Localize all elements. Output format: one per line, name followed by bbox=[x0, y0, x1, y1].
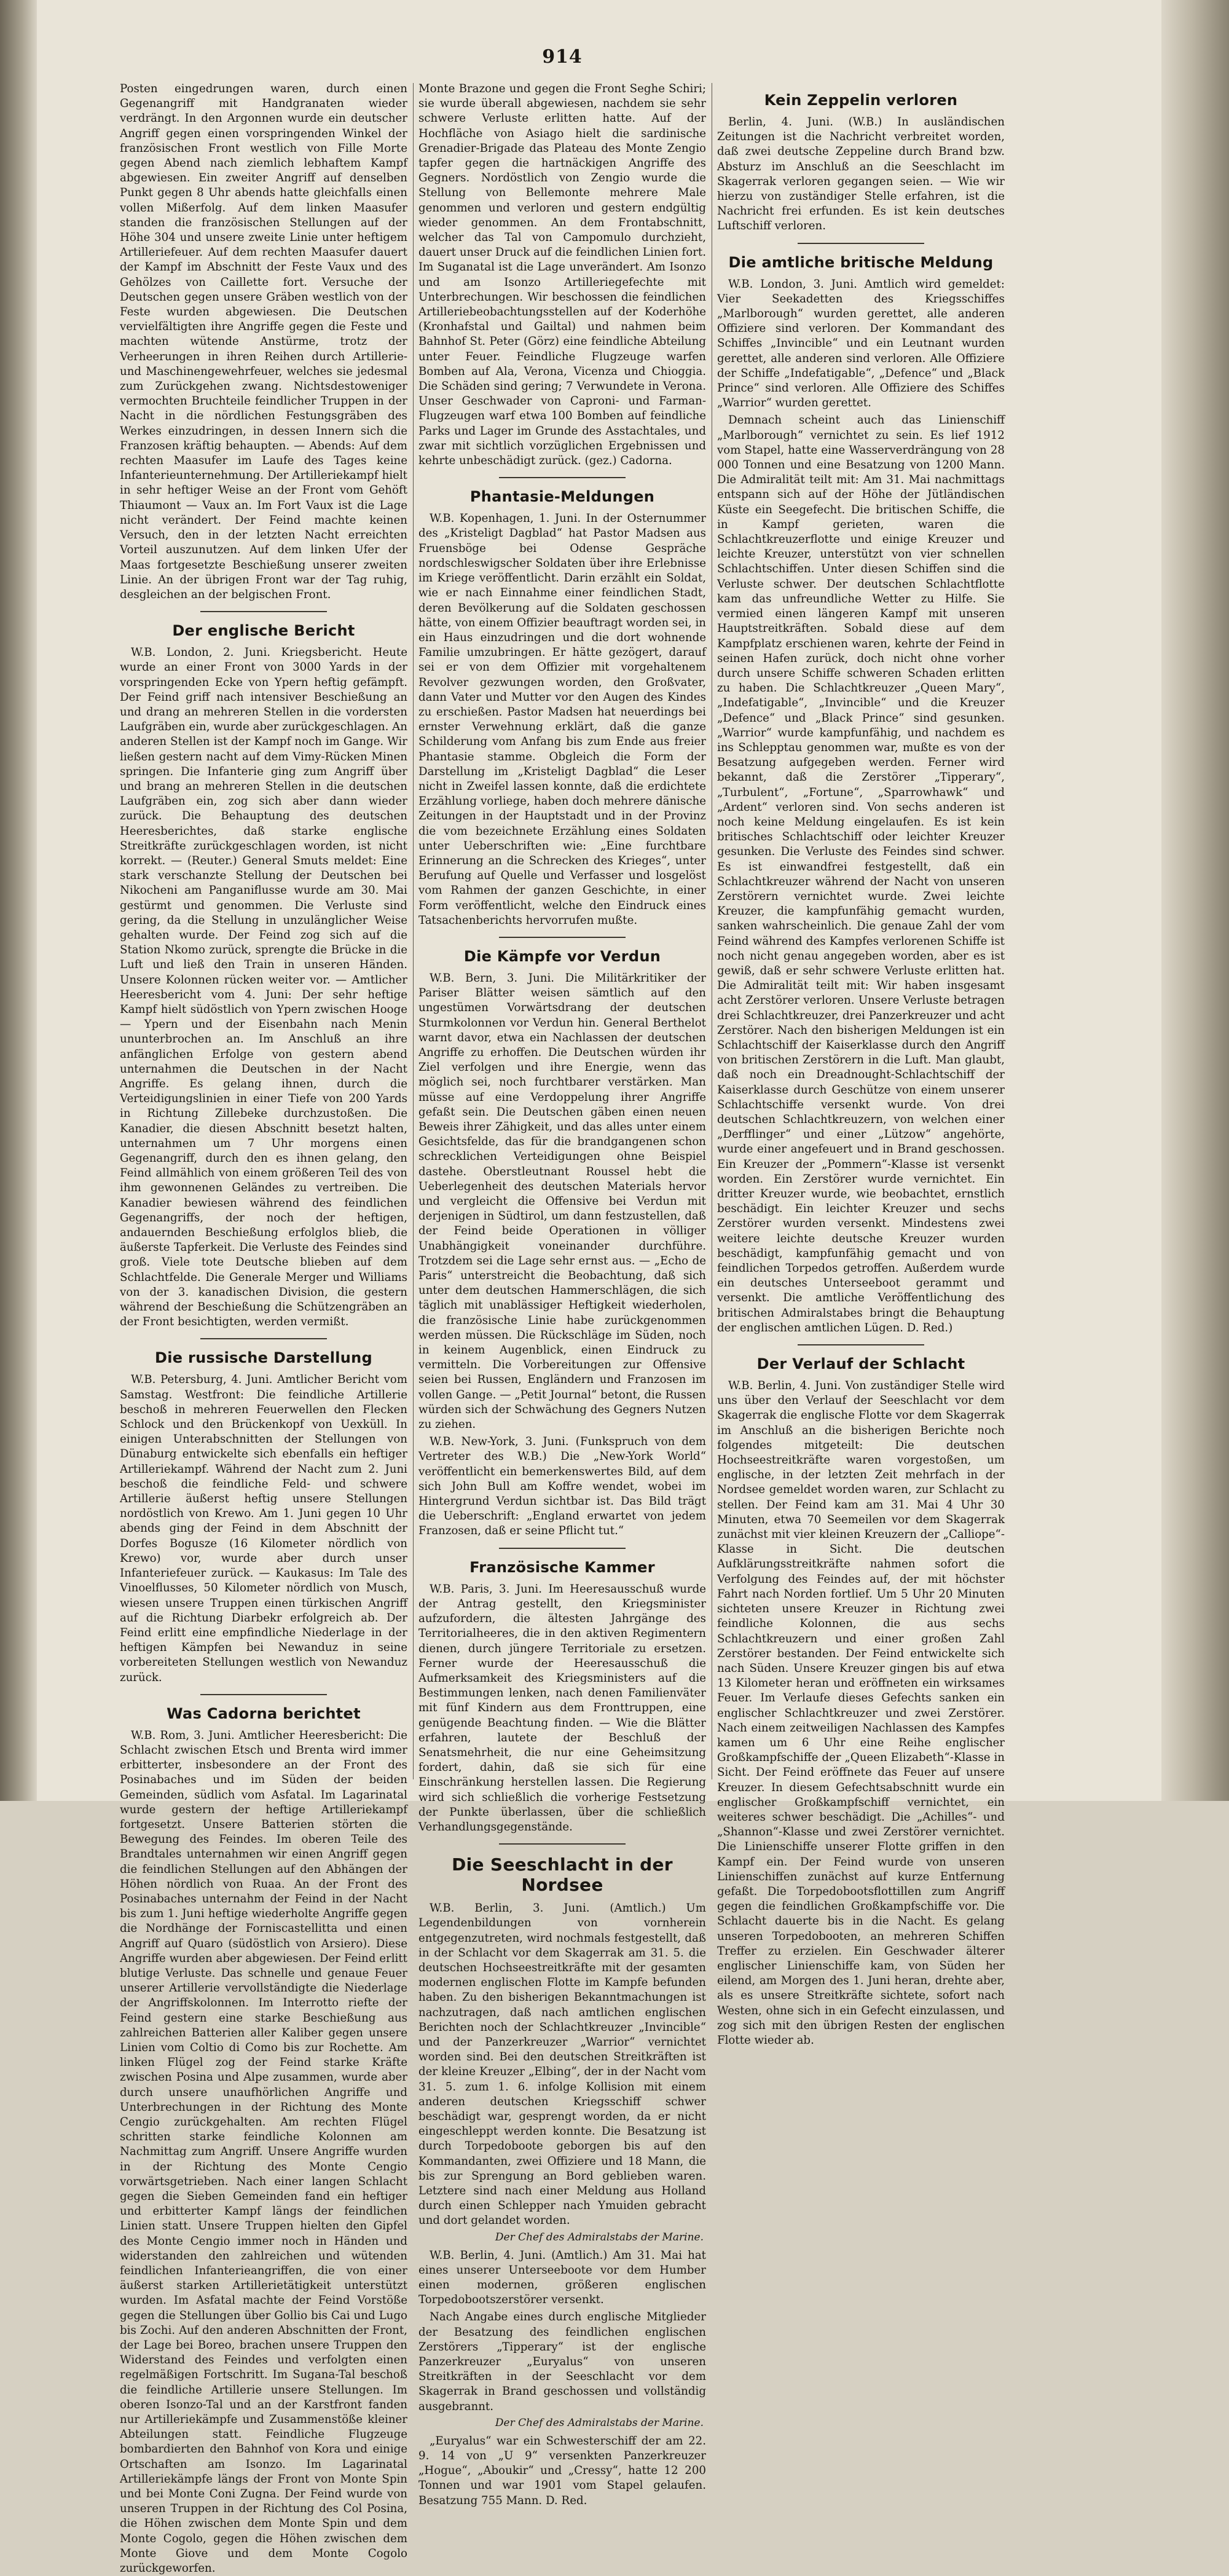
article-paragraph: W.B. Paris, 3. Juni. Im Heeresausschuß wurde der Antrag gestellt, den Kriegsminister aufzufordern, die ältesten Jahrgänge des Territorialheeres, die in den aktiven Regimentern dienen, durch jüngere Territoriale zu ersetzen. Ferner wurde der Heeresausschuß die Aufmerksamkeit des Kriegsministers auf die Bestimmungen lenken, nach denen Familienväter mit fünf Kindern aus dem Fronttruppen, eine genügende Beachtung finden. — Wie die Blätter erfahren, lautete der Beschluß der Senatsmehrheit, die nur eine Geheimsitzung fordert, dahin, daß sie sich für eine Einschränkung herstellen lassen. Die Regierung wird sich schließlich die vorherige Festsetzung der Punkte überlassen, über die schließlich Verhandlungsgegenstände. bbox=[418, 1582, 706, 1834]
section-divider bbox=[200, 1694, 327, 1695]
headline-russian-report: Die russische Darstellung bbox=[154, 1349, 373, 1367]
section-divider bbox=[200, 611, 327, 612]
page-number: 914 bbox=[542, 46, 583, 68]
section-divider bbox=[200, 1338, 327, 1339]
article-paragraph: Monte Brazone und gegen die Front Seghe Schiri; sie wurde überall abgewiesen, nachdem sie sehr schwere Verluste erlitten hatte. Auf der Hochfläche von Asiago hielt die sardinische Grenadier-Brigade das Plateau des Monte Zengio tapfer gegen die hartnäckigen Angriffe des Gegners. Nordöstlich von Zengio wurde die Stellung von Bellemonte mehrere Male genommen und verloren und gestern endgültig wieder genommen. An dem Frontabschnitt, welcher das Tal von Campomulo durchzieht, dauert unser Druck auf die feindlichen Linien fort. Im Suganatal ist die Lage unverändert. Am Isonzo und am Isonzo Artilleriegefechte mit Unterbrechungen. Wir beschossen die feindlichen Artilleriebeobachtungsstellen auf der Koderhöhe (Kronhafstal und Gailtal) und nahmen beim Bahnhof St. Peter (Görz) eine feindliche Abteilung unter Feuer. Feindliche Flugzeuge warfen Bomben auf Ala, Verona, Vicenza und Chioggia. Die Schäden sind gering; 7 Verwundete in Verona. Unser Geschwader von Caproni- und Farman-Flugzeugen warf etwa 100 Bomben auf feindliche Parks und Lager im Grunde des Asstachtales, und zwar mit sichtlich vorzüglichen Ergebnissen und kehrte unbeschädigt zurück. (gez.) Cadorna. bbox=[418, 82, 706, 468]
book-binding-shadow bbox=[0, 0, 37, 1801]
article-paragraph: „Euryalus“ war ein Schwesterschiff der am 22. 9. 14 von „U 9“ versenkten Panzerkreuzer „Hogue“, „Aboukir“ und „Cressy“, hatte 12 200 Tonnen und war 1901 vom Stapel gelaufen. Besatzung 755 Mann. D. Red. bbox=[418, 2434, 706, 2507]
article-paragraph: W.B. Bern, 3. Juni. Die Militärkritiker der Pariser Blätter weisen sämtlich auf den ungestümen Vorwärtsdrang der deutschen Sturmkolonnen vor Verdun hin. General Berthelot warnt davor, etwa ein Nachlassen der deutschen Angriffe zu erhoffen. Die Deutschen würden ihr Ziel verfolgen und ihre Energie, wenn das möglich sei, noch furchtbarer verstärken. Man müsse auf eine Verdoppelung ihrer Angriffe gefaßt sein. Die Deutschen gäben einen neuen Beweis ihrer Zähigkeit, und das alles unter einem Gesichtsfelde, das für die brandgangenen schon schrecklichen Verteidigungen ohne Beispiel dastehe. Oberstleutnant Roussel hebt die Ueberlegenheit des deutschen Materials hervor und vergleicht die Offensive bei Verdun mit derjenigen in Südtirol, um dann festzustellen, daß der Feind beide Operationen in völliger Unabhängigkeit voneinander durchführe. Trotzdem sei die Lage sehr ernst aus. — „Echo de Paris“ unterstreicht die Beobachtung, daß sich unter dem deutschen Hammerschlägen, die sich täglich mit unablässiger Heftigkeit wiederholen, die französische Linie habe zurückgenommen werden müssen. Die Rückschläge im Süden, noch in keinem Augenblick, einen Eindruck zu vermitteln. Die Vorbereitungen zur Offensive seien bei Russen, Engländern und Franzosen im vollen Gange. — „Petit Journal“ betont, die Russen würden sich der Schwächung des Gegners Nutzen zu ziehen. bbox=[418, 971, 706, 1432]
headline-french-chamber: Französische Kammer bbox=[469, 1558, 655, 1576]
article-paragraph: W.B. London, 3. Juni. Amtlich wird gemeldet: Vier Seekadetten des Kriegsschiffes „Marlborough“ wurden gerettet, alle anderen Offiziere sind verloren. Der Kommandant des Schiffes „Invincible“ und ein Leutnant wurden gerettet, alle anderen sind verloren. Alle Offiziere der Schiffe „Indefatigable“, „Defence“ und „Black Prince“ sind verloren. Alle Offiziere des Schiffes „Warrior“ wurden gerettet. bbox=[717, 277, 1005, 410]
headline-verdun-battles: Die Kämpfe vor Verdun bbox=[463, 947, 661, 965]
article-paragraph: W.B. Rom, 3. Juni. Amtlicher Heeresbericht: Die Schlacht zwischen Etsch und Brenta wird immer erbitterter, insbesondere an der Front des Posinabaches und im Süden der beiden Gemeinden, südlich vom Asfatal. Im Lagarinatal wurde gestern der heftige Artilleriekampf fortgesetzt. Unsere Batterien störten die Bewegung des Feindes. Im oberen Teile des Brandtales unternahmen wir einen Angriff gegen die feindlichen Stellungen auf den Abhängen der Höhen nördlich von Ruaa. An der Front des Posinabaches unternahm der Feind in der Nacht bis zum 1. Juni heftige wiederholte Angriffe gegen die Nordhänge der Forniscastellitta und einen Angriff auf Quaro (südöstlich von Arsiero). Diese Angriffe wurden aber abgewiesen. Der Feind erlitt blutige Verluste. Das schnelle und genaue Feuer unserer Artillerie vervollständigte die Niederlage der Angriffskolonnen. Im Interrotto riefte der Feind gestern eine starke Beschießung aus zahlreichen Batterien aller Kaliber gegen unsere Linien vom Coltio di Como bis zur Rochette. Am linken Flügel zog der Feind starke Kräfte zwischen Posina und Alpe zusammen, wurde aber durch unsere unaufhörlichen Angriffe und Unterbrechungen in der Richtung des Monte Cengio zurückgehalten. Am rechten Flügel schritten starke feindliche Kolonnen am Nachmittag zum Angriff. Unsere Angriffe wurden in der Richtung des Monte Cengio vorwärtsgetrieben. Nach einer langen Schlacht gegen die Sieben Gemeinden fand ein heftiger und erbitterter Kampf längs der feindlichen Linien statt. Unsere Truppen hielten den Gipfel des Monte Cengio immer noch in Händen und widerstanden den zahlreichen und wütenden feindlichen Infanterieangriffen, die von einer äußerst starken Artillerietätigkeit unterstützt wurden. Im Asfatal machte der Feind Vorstöße gegen die Stellungen über Gollio bis Cai und Lugo bis Zochi. Auf den anderen Abschnitten der Front, der Lage bei Boreo, brachen unsere Truppen den Widerstand des Feindes und verfolgten einen regelmäßigen Fortschritt. Im Sugana-Tal beschoß die feindliche Artillerie unsere Stellungen. Im oberen Isonzo-Tal und an der Karstfront fanden nur Artilleriekämpfe und Zusammenstöße kleiner Abteilungen statt. Feindliche Flugzeuge bombardierten den Bahnhof von Kora und einige Ortschaften am Isonzo. Im Lagarinatal Artilleriekämpfe längs der Front von Monte Spin und bei Monte Coni Zugna. Der Feind wurde von unseren Truppen in der Richtung des Col Posina, die Höhen zwischen dem Monte Spin und dem Monte Cogolo, gegen die Höhen zwischen dem Monte Giove und dem Monte Cogolo zurückgeworfen. bbox=[120, 1728, 407, 2575]
headline-naval-battle: Die Seeschlacht in der Nordsee bbox=[452, 1854, 673, 1896]
article-paragraph: W.B. Berlin, 3. Juni. (Amtlich.) Um Legendenbildungen von vornherein entgegenzutreten, wird nochmals festgestellt, daß in der Schlacht vor dem Skagerrak am 31. 5. die deutschen Hochseestreitkräfte mit der gesamten modernen englischen Flotte im Kampfe befunden haben. Zu den bisherigen Bekanntmachungen ist nachzutragen, daß nach amtlichen englischen Berichten noch der Schlachtkreuzer „Invincible“ und der Panzerkreuzer „Warrior“ vernichtet worden sind. Bei den deutschen Streitkräften ist der kleine Kreuzer „Elbing“, der in der Nacht vom 31. 5. zum 1. 6. infolge Kollision mit einem anderen deutschen Kriegsschiff schwer beschädigt war, gesprengt worden, da er nicht eingeschleppt werden konnte. Die Besatzung ist durch Torpedoboote geborgen bis auf den Kommandanten, zwei Offiziere und 18 Mann, die bis zur Sprengung an Bord geblieben waren. Letztere sind nach einer Meldung aus Holland durch einen Schlepper nach Ymuiden gebracht und dort gelandet worden. bbox=[418, 1902, 706, 2227]
article-paragraph: Demnach scheint auch das Linienschiff „Marlborough“ vernichtet zu sein. Es lief 1912 vom Stapel, hatte eine Wasserverdrängung von 28 000 Tonnen und eine Besatzung von 1200 Mann. Die Admiralität teilt mit: Am 31. Mai nachmittags entspann sich auf der Höhe der Jütländischen Küste ein Seegefecht. Die britischen Schiffe, die in Kampf gerieten, waren die Schlachtkreuzerflotte und einige Kreuzer und leichte Kreuzer, unterstützt von vier schnellen Schlachtschiffen. Unter diesen Schiffen sind die Verluste schwer. Der deutschen Schlachtflotte kam das unfreundliche Wetter zu Hilfe. Sie vermied einen längeren Kampf mit unseren Hauptstreitkräften. Sobald diese auf dem Kampfplatz erschienen waren, kehrte der Feind in seinen Hafen zurück, doch nicht ohne vorher durch unsere Schiffe schweren Schaden erlitten zu haben. Die Schlachtkreuzer „Queen Mary“, „Indefatigable“, „Invincible“ und die Kreuzer „Defence“ und „Black Prince“ sind gesunken. „Warrior“ wurde kampfunfähig, und nachdem es ins Schlepptau genommen war, mußte es von der Besatzung aufgegeben werden. Ferner wird bekannt, daß die Zerstörer „Tipperary“, „Turbulent“, „Fortune“, „Sparrowhawk“ und „Ardent“ verloren sind. Von sechs anderen ist noch keine Meldung eingelaufen. Es ist kein britisches Schlachtschiff oder leichter Kreuzer gesunken. Die Verluste des Feindes sind schwer. Es ist einwandfrei festgestellt, daß ein Schlachtkreuzer während der Nacht von unseren Zerstörern vernichtet wurde. Zwei leichte Kreuzer, die kampfunfähig gemacht wurden, sanken wahrscheinlich. Die genaue Zahl der vom Feind während des Kampfes verlorenen Schiffe ist noch nicht genau angegeben worden, aber es ist gewiß, daß er sehr schwere Verluste erlitten hat. Die Admiralität teilt mit: Wir haben insgesamt acht Zerstörer verloren. Unsere Verluste betragen drei Schlachtkreuzer, drei Panzerkreuzer und acht Zerstörer. Nach den bisherigen Meldungen ist ein Schlachtschiff der Kaiserklasse durch den Angriff von britischen Zerstörern in die Luft. Man glaubt, daß noch ein Dreadnought-Schlachtschiff der Kaiserklasse durch Geschütze von einem unserer Schlachtschiffe versenkt wurde. Von drei deutschen Schlachtkreuzern, von welchen einer „Derfflinger“ und einer „Lützow“ angehörte, wurde einer angefeuert und in Brand geschossen. Ein Kreuzer der „Pommern“-Klasse ist versenkt worden. Ein Zerstörer wurde vernichtet. Ein dritter Kreuzer wurde, wie beobachtet, ernstlich beschädigt. Ein leichter Kreuzer und sechs Zerstörer wurden versenkt. Mindestens zwei weitere leichte deutsche Kreuzer wurden beschädigt, kampfunfähig gemacht und von feindlichen Torpedos getroffen. Außerdem wurde ein deutsches Unterseeboot gerammt und versenkt. Die amtliche Veröffentlichung des britischen Admiralstabes bringt die Behauptung der englischen amtlichen Lügen. D. Red.) bbox=[717, 414, 1005, 1334]
headline-fantasy-reports: Phantasie-Meldungen bbox=[469, 488, 655, 506]
column-2 bbox=[418, 82, 706, 2507]
page-edge-shadow bbox=[1161, 0, 1229, 1801]
signature-line: Der Chef des Admiralstabs der Marine. bbox=[495, 2231, 704, 2243]
headline-british-report: Die amtliche britische Meldung bbox=[728, 253, 994, 271]
column-rule bbox=[413, 83, 414, 1779]
section-divider bbox=[499, 1843, 626, 1845]
article-paragraph: W.B. New-York, 3. Juni. (Funkspruch von dem Vertreter des W.B.) Die „New-York World“ veröffentlicht ein bemerkenswertes Bild, auf dem sich John Bull am Koffre wendet, wobei im Hintergrund Verdun sichtbar ist. Das Bild trägt die Ueberschrift: „England erwartet von jedem Franzosen, daß er seine Pflicht tut.“ bbox=[418, 1435, 706, 1538]
section-divider bbox=[499, 937, 626, 938]
section-divider bbox=[499, 1548, 626, 1549]
headline-cadorna-report: Was Cadorna berichtet bbox=[167, 1704, 361, 1722]
section-divider bbox=[798, 243, 924, 244]
article-paragraph: Nach Angabe eines durch englische Mitglieder der Besatzung des feindlichen englischen Zerstörers „Tipperary“ ist der englische Panzerkreuzer „Euryalus“ von unseren Streitkräften in der Seeschlacht vor dem Skagerrak in Brand geschossen und vollständig ausgebrannt. bbox=[418, 2310, 706, 2413]
article-paragraph: Berlin, 4. Juni. (W.B.) In ausländischen Zeitungen ist die Nachricht verbreitet worden, daß zwei deutsche Zeppeline durch Brand bzw. Absturz im Anschluß an die Seeschlacht im Skagerrak verloren gegangen seien. — Wie wir hierzu von zuständiger Stelle erfahren, ist die Nachricht frei erfunden. Es ist kein deutsches Luftschiff verloren. bbox=[717, 116, 1005, 233]
article-paragraph: W.B. Berlin, 4. Juni. Von zuständiger Stelle wird uns über den Verlauf der Seeschlacht vor dem Skagerrak die englische Flotte vor dem Skagerrak im Anschluß an die bisherigen Berichte noch folgendes mitgeteilt: Die deutschen Hochseestreitkräfte waren vorgestoßen, um englische, in der letzten Zeit mehrfach in der Nordsee gemeldet worden waren, zur Schlacht zu stellen. Der Feind kam am 31. Mai 4 Uhr 30 Minuten, etwa 70 Seemeilen vor dem Skagerrak zunächst mit vier kleinen Kreuzern der „Calliope“-Klasse in Sicht. Die deutschen Aufklärungsstreitkräfte nahmen sofort die Verfolgung des Feindes auf, der mit höchster Fahrt nach Norden fortlief. Um 5 Uhr 20 Minuten sichteten unsere Kreuzer in Richtung zwei feindliche Kolonnen, die aus sechs Schlachtkreuzern und einer großen Zahl Zerstörer bestanden. Der Feind entwickelte sich nach Süden. Unsere Kreuzer gingen bis auf etwa 13 Kilometer heran und eröffneten ein wirksames Feuer. Im Verlaufe dieses Gefechts sanken ein englischer Schlachtkreuzer und zwei Zerstörer. Nach einem zeitweiligen Nachlassen des Kampfes kamen um 6 Uhr eine Reihe englischer Großkampfschiffe der „Queen Elizabeth“-Klasse in Sicht. Der Feind eröffnete das Feuer auf unsere Kreuzer. In diesem Gefechtsabschnitt wurde ein englischer Großkampfschiff vernichtet, ein weiteres schwer beschädigt. Die „Achilles“- und „Shannon“-Klasse und zwei Zerstörer vernichtet. Die Linienschiffe unserer Flotte griffen in den Kampf ein. Der Feind wurde von unseren Linienschiffen zunächst auf kurze Entfernung gefaßt. Die Torpedobootsflottillen zum Angriff gegen die feindlichen Großkampfschiffe vor. Die Schlacht dauerte bis in die Nacht. Es gelang unseren Torpedobooten, an mehreren Schiffen Treffer zu erzielen. Ein Geschwader älterer englischer Linienschiffe kam, von Süden her eilend, am Morgen des 1. Juni heran, drehte aber, als es unsere Streitkräfte sichtete, sofort nach Westen, ohne sich in ein Gefecht einzulassen, und zog sich mit den übrigen Resten der englischen Flotte wieder ab. bbox=[717, 1379, 1005, 2047]
article-paragraph: W.B. London, 2. Juni. Kriegsbericht. Heute wurde an einer Front von 3000 Yards in der vorspringenden Ecke von Ypern heftig gefämpft. Der Feind griff nach intensiver Beschießung an und drang an mehreren Stellen in die vordersten Laufgräben ein, wurde aber zurückgeschlagen. An anderen Stellen ist der Kampf noch im Gange. Wir ließen gestern nacht auf dem Vimy-Rücken Minen springen. Die Infanterie ging zum Angriff über und brang an mehreren Stellen in die deutschen Laufgräben ein, zog sich aber dann wieder zurück. Die Behauptung des deutschen Heeresberichtes, daß starke englische Streitkräfte zurückgeschlagen worden, ist nicht korrekt. — (Reuter.) General Smuts meldet: Eine stark verschanzte Stellung der Deutschen bei Nikocheni am Panganiflusse wurde am 30. Mai gestürmt und genommen. Die Verluste sind gering, da die Stellung in unzulänglicher Weise gehalten wurde. Der Feind zog sich auf die Station Nkomo zurück, sprengte die Brücke in die Luft und ließ den Train in unseren Händen. Unsere Kolonnen rücken weiter vor. — Amtlicher Heeresbericht vom 4. Juni: Der sehr heftige Kampf hielt südöstlich von Ypern zwischen Hooge — Ypern und der Eisenbahn nach Menin ununterbrochen an. Im Anschluß an ihre anfänglichen Erfolge von gestern abend unternahmen die Deutschen in der Nacht Angriffe. Es gelang ihnen, durch die Verteidigungslinien in einer Tiefe von 200 Yards in Richtung Zillebeke durchzustoßen. Die Kanadier, die diesen Abschnitt besetzt halten, unternahmen um 7 Uhr morgens einen Gegenangriff, durch den es ihnen gelang, den Feind allmählich von einem größeren Teil des von ihm gewonnenen Geländes zu vertreiben. Die Kanadier bewiesen während des feindlichen Gegenangriffs, der noch der heftigen, andauernden Beschießung erfolglos blieb, die äußerste Tapferkeit. Die Verluste des Feindes sind groß. Viele tote Deutsche blieben auf dem Schlachtfelde. Die Generale Merger und Williams von der 3. kanadischen Division, die gestern während der Beschießung die Schützengräben an der Front besichtigten, werden vermißt. bbox=[120, 646, 407, 1329]
article-paragraph: W.B. Kopenhagen, 1. Juni. In der Osternummer des „Kristeligt Dagblad“ hat Pastor Madsen aus Fruensböge bei Odense Gespräche nordschleswigscher Soldaten über ihre Erlebnisse im Kriege veröffentlicht. Darin erzählt ein Soldat, wie er nach Einnahme einer feindlichen Stadt, deren Bevölkerung auf die Soldaten geschossen hätte, von einem Offizier beauftragt worden sei, in ein Haus einzudringen und die dort wohnende Familie umzubringen. Er hätte gezögert, darauf sei er von dem Offizier mit vorgehaltenem Revolver gezwungen worden, den Großvater, dann Vater und Mutter vor den Augen des Kindes zu erschießen. Pastor Madsen hat neuerdings bei ernster Verwehnung erklärt, daß die ganze Schilderung vom Anfang bis zum Ende aus freier Phantasie stamme. Obgleich die Form der Darstellung im „Kristeligt Dagblad“ die Leser nicht in Zweifel lassen konnte, daß die erdichtete Erzählung vorliege, haben doch mehrere dänische Zeitungen in der Hauptstadt und in der Provinz die vom bezeichnete Erzählung eines Soldaten unter Ueberschriften wie: „Eine furchtbare Erinnerung an die Schrecken des Krieges“, unter Berufung auf Quelle und Verfasser und losgelöst vom Rahmen der ganzen Geschichte, in einer Form veröffentlicht, welche den Eindruck eines Tatsachenberichts hervorrufen mußte. bbox=[418, 512, 706, 927]
column-3 bbox=[717, 82, 1005, 2047]
signature-line: Der Chef des Admiralstabs der Marine. bbox=[495, 2416, 704, 2429]
headline-english-report: Der englische Bericht bbox=[172, 622, 355, 640]
article-paragraph: Posten eingedrungen waren, durch einen Gegenangriff mit Handgranaten wieder verdrängt. In den Argonnen wurde ein deutscher Angriff gegen einen vorspringenden Winkel der französischen Front westlich von Fille Morte gegen Abend nach ziemlich lebhaftem Kampf abgewiesen. Ein zweiter Angriff auf denselben Punkt gegen 8 Uhr abends hatte gleichfalls einen vollen Mißerfolg. Auf dem linken Maasufer standen die französischen Stellungen auf der Höhe 304 und unsere zweite Linie unter heftigem Artilleriefeuer. Auf dem rechten Maasufer dauert der Kampf im Abschnitt der Feste Vaux und des Gehölzes von Caillette fort. Versuche der Deutschen gegen unsere Gräben westlich von der Feste wurden abgewiesen. Die Deutschen vervielfältigten ihre Angriffe gegen die Feste und machten wütende Anstürme, trotz der Verheerungen in ihren Reihen durch Artillerie- und Maschinengewehrfeuer, welches sie jedesmal zum Zurückgehen zwang. Nichtsdestoweniger vermochten Bruchteile feindlicher Truppen in der Nacht in die nördlichen Festungsgräben des Werkes einzudringen, in dessen Innern sich die Franzosen kräftig behaupten. — Abends: Auf dem rechten Maasufer im Laufe des Tages keine Infanterieunternehmung. Der Artilleriekampf hielt in sehr heftiger Weise an der Front vom Gehöft Thiaumont — Vaux an. Im Fort Vaux ist die Lage nicht verändert. Der Feind machte keinen Versuch, den in der letzten Nacht erreichten Vorteil auszunutzen. Auf dem linken Ufer der Maas fortgesetzte Beschießung unserer zweiten Linie. An der übrigen Front war der Tag ruhig, desgleichen an der belgischen Front. bbox=[120, 82, 407, 601]
section-divider bbox=[798, 1344, 924, 1345]
headline-battle-course: Der Verlauf der Schlacht bbox=[756, 1355, 965, 1373]
article-paragraph: W.B. Berlin, 4. Juni. (Amtlich.) Am 31. Mai hat eines unserer Unterseeboote vor dem Humber einen modernen, größeren englischen Torpedobootszerstörer versenkt. bbox=[418, 2248, 706, 2307]
column-1 bbox=[120, 82, 407, 2575]
section-divider bbox=[499, 477, 626, 478]
article-paragraph: W.B. Petersburg, 4. Juni. Amtlicher Bericht vom Samstag. Westfront: Die feindliche Artillerie beschoß in mehreren Feuerwellen den Flecken Schlock und den Brückenkopf von Uexküll. In einigen Unterabschnitten der Stellungen von Dünaburg entwickelte sich ebenfalls ein heftiger Artilleriekampf. Während der Nacht zum 2. Juni beschoß die feindliche Feld- und schwere Artillerie äußerst heftig unsere Stellungen nordöstlich von Krewo. Am 1. Juni gegen 10 Uhr abends ging der Feind in dem Abschnitt der Dorfes Bogusze (16 Kilometer nördlich von Krewo) vor, wurde aber durch unser Infanteriefeuer zurück. — Kaukasus: Im Tale des Vinoelflusses, 50 Kilometer nördlich von Musch, wiesen unsere Truppen einen türkischen Angriff auf die Richtung Diarbekr erfolgreich ab. Der Feind erlitt eine empfindliche Niederlage in der heftigen Kämpfen bei Newanduz in seine vorbereiteten Stellungen westlich von Newanduz zurück. bbox=[120, 1373, 407, 1684]
headline-no-zeppelin-lost: Kein Zeppelin verloren bbox=[764, 92, 958, 109]
newspaper-page bbox=[120, 46, 1005, 2575]
